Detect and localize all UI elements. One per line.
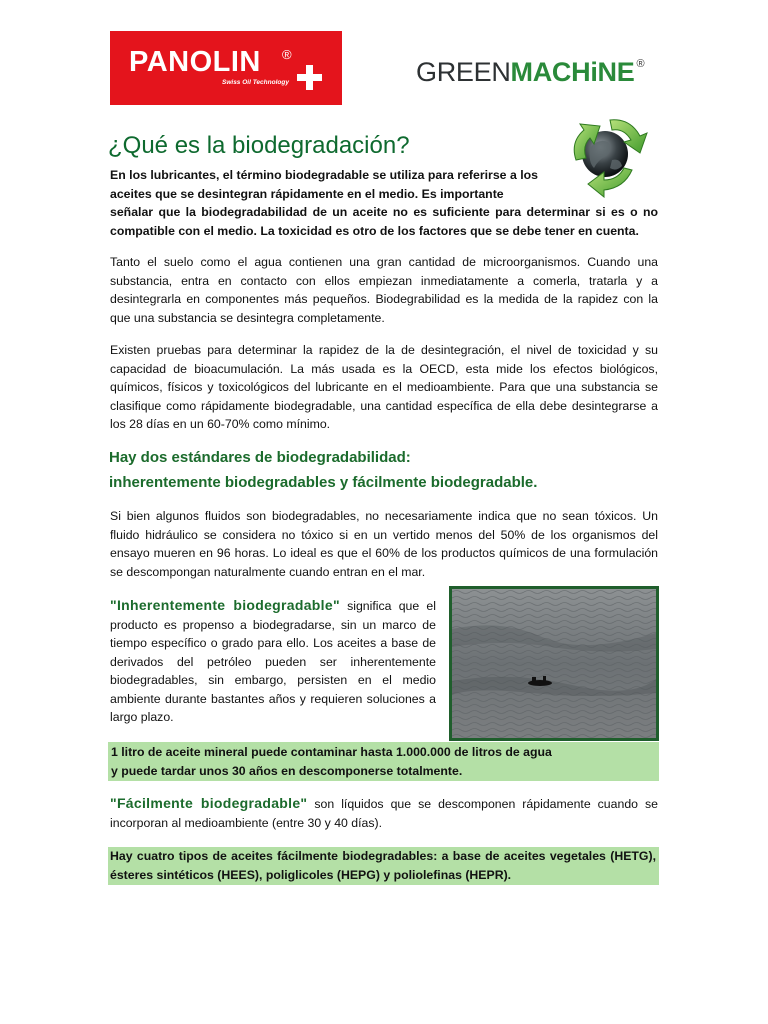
greenmachine-logo [416,56,644,88]
inherent-text: significa que el producto es propenso a biodegradarse, sin un marco de tiempo específico o grado para ello. Los aceites a base de derivados del petróleo pueden ser inherentemente biodegradables, sin embargo, persisten en el medio ambiente durante bastantes años y requieren soluciones a largo plazo. [110,599,436,724]
oil-types-text: Hay cuatro tipos de aceites fácilmente biodegradables: a base de aceites vegetales (HETG), ésteres sintéticos (HEES), poliglicoles (HEPG) y poliolefinas (HEPR). [110,849,656,882]
greenmachine-logo-part1: GREEN [416,57,511,87]
easily-text: son líquidos que se descomponen rápidamente cuando se incorporan al medioambiente (entre 30 y 40 días). [110,797,658,830]
easily-term: "Fácilmente biodegradable" [110,795,308,811]
standards-heading: Hay dos estándares de biodegradabilidad: [109,449,411,466]
callout-line-1: 1 litro de aceite mineral puede contaminar hasta 1.000.000 de litros de agua [111,745,552,759]
tests-paragraph: Existen pruebas para determinar la rapidez de la de desintegración, el nivel de toxicidad y su capacidad de bioacumulación. La más usada es la OECD, esta mide los efectos biológicos, químicos, físicos y toxicológicos del lubricante en el medioambiente. Para que una substancia se clasifique como rápidamente biodegradable, una cantidad específica de ella debe desintegrarse a los 28 días en un 60-70% como mínimo. [110,343,658,431]
panolin-tagline: Swiss Oil Technology [222,79,289,86]
oil-spill-photo [449,586,659,741]
standards-subheading: inherentemente biodegradables y fácilmente biodegradable. [109,474,538,491]
microorganisms-paragraph: Tanto el suelo como el agua contienen una gran cantidad de microorganismos. Cuando una substancia, entra en contacto con ellos empiezan inmediatamente a comerla, tratarla y a desintegrarla en componentes más pequeños. Biodegrabilidad es la medida de la rapidez con la que una substancia se desintegra completamente. [110,255,658,325]
toxicity-paragraph: Si bien algunos fluidos son biodegradables, no necesariamente indica que no sean tóxicos. Un fluido hidráulico se considera no tóxico si en un vertido menos del 50% de los organismos del ensayo mueren en 96 horas. Lo ideal es que el 60% de los productos químicos de una formulación se descompongan naturalmente cuando entran en el mar. [110,509,658,579]
recycle-globe-icon [548,108,660,198]
intro-paragraph-part2: señalar que la biodegradabilidad de un aceite no es suficiente para determinar si es o no compatible con el medio. La toxicidad es otro de los factores que se debe tener en cuenta. [110,205,658,238]
greenmachine-registered-mark: ® [636,58,645,70]
panolin-logo [110,31,342,105]
swiss-cross-icon [297,65,322,90]
inherent-term: "Inherentemente biodegradable" [110,597,340,613]
panolin-logo-text: PANOLIN [129,46,261,78]
inherent-paragraph [110,596,436,727]
page-title: ¿Qué es la biodegradación? [108,132,410,159]
panolin-registered-mark: ® [282,47,292,62]
easily-biodegradable-paragraph [110,794,658,832]
intro-paragraph-part1: En los lubricantes, el término biodegradable se utiliza para referirse a los aceites que se desintegran rápidamente en el medio. Es importante [110,168,538,201]
greenmachine-logo-part2: MACHiNE [510,57,635,87]
callout-line-2: y puede tardar unos 30 años en descomponerse totalmente. [111,764,463,778]
mineral-oil-callout [108,742,659,781]
oil-types-callout [108,847,659,885]
